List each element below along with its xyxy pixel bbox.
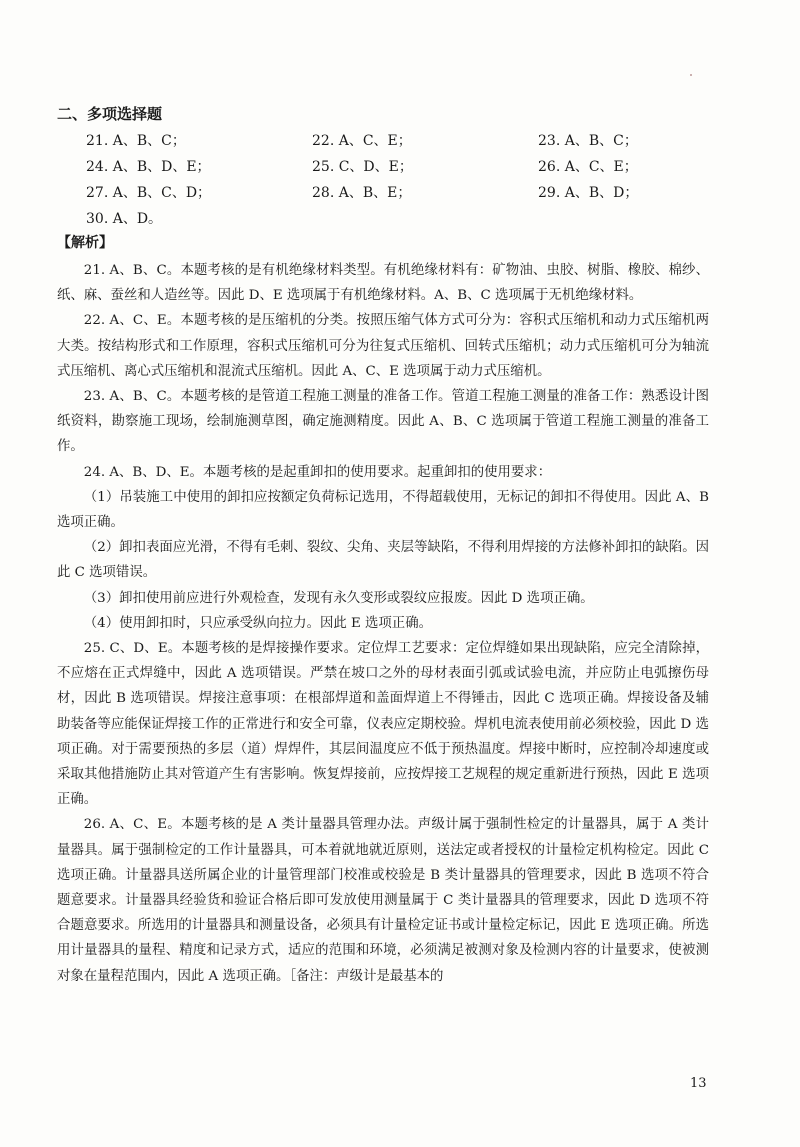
answer-grid [86,130,726,234]
answer-item: 21. A、B、C； [86,133,186,149]
analysis-paragraph: （4）使用卸扣时，只应承受纵向拉力。因此 E 选项正确。 [83,615,432,631]
analysis-title: 【解析】 [57,235,113,251]
analysis-paragraph: 22. A、C、E。本题考核的是压缩机的分类。按照压缩气体方式可分为：容积式压缩机和动力式压缩机两大类。按结构形式和工作原理，容积式压缩机可分为往复式压缩机、回转式压缩机；动力式压缩机可分为轴流式压缩机、离心式压缩机和混流式压缩机。因此 A、C、E 选项属于动力式压缩机。 [57,313,709,379]
analysis-paragraph: 24. A、B、D、E。本题考核的是起重卸扣的使用要求。起重卸扣的使用要求： [83,464,552,480]
answer-item: 27. A、B、C、D； [86,185,212,201]
analysis-paragraph: 26. A、C、E。本题考核的是 A 类计量器具管理办法。声级计属于强制性检定的计量器具，属于 A 类计量器具。属于强制检定的工作计量器具，可本着就地就近原则，送法定或者授权的计量检定机构检定。因此 C 选项正确。计量器具送所属企业的计量管理部门校准或校验是 B 类计量器具的管理要求，因此 B 选项不符合题意要求。计量器具经验货和验证合格后即可发放使用测量属于 C 类计量器具的管理要求，因此 D 选项不符合题意要求。所选用的计量器具和测量设备，必须具有计量检定证书或计量检定标记，因此 E 选项正确。所选用计量器具的量程、精度和记录方式，适应的范围和环境，必须满足被测对象及检测内容的计量要求，使被测对象在量程范围内，因此 A 选项正确。［备注：声级计是最基本的 [57,817,710,984]
answer-item: 26. A、C、E； [538,159,638,175]
scan-speck [690,74,692,76]
analysis-paragraph: （3）卸扣使用前应进行外观检查，发现有永久变形或裂纹应报废。因此 D 选项正确。 [83,590,594,606]
answer-item: 22. A、C、E； [312,133,412,149]
answer-item: 23. A、B、C； [538,133,638,149]
answer-item: 28. A、B、E； [312,185,412,201]
analysis-body [57,258,709,989]
answer-item: 29. A、B、D； [538,185,639,201]
answer-item: 24. A、B、D、E； [86,159,211,175]
answer-item: 25. C、D、E； [312,159,413,175]
answer-item: 30. A、D。 [86,211,163,227]
section-heading: 二、多项选择题 [57,105,163,123]
analysis-paragraph: 23. A、B、C。本题考核的是管道工程施工测量的准备工作。管道工程施工测量的准备工作：熟悉设计图纸资料，勘察施工现场，绘制施测草图，确定施测精度。因此 A、B、C 选项属于管道工程施工测量的准备工作。 [57,389,709,455]
analysis-paragraph: （2）卸扣表面应光滑，不得有毛刺、裂纹、尖角、夹层等缺陷，不得利用焊接的方法修补卸扣的缺陷。因此 C 选项错误。 [57,540,709,581]
analysis-paragraph: 25. C、D、E。本题考核的是焊接操作要求。定位焊工艺要求：定位焊缝如果出现缺陷，应完全清除掉，不应熔在正式焊缝中，因此 A 选项错误。严禁在坡口之外的母材表面引弧或试验电流，并应防止电弧擦伤母材，因此 B 选项错误。焊接注意事项：在根部焊道和盖面焊道上不得锤击，因此 C 选项正确。焊接设备及辅助装备等应能保证焊接工作的正常进行和安全可靠，仪表应定期校验。焊机电流表使用前必须校验，因此 D 选项正确。对于需要预热的多层（道）焊焊件，其层间温度应不低于预热温度。焊接中断时，应控制冷却速度或采取其他措施防止其对管道产生有害影响。恢复焊接前，应按焊接工艺规程的规定重新进行预热，因此 E 选项正确。 [57,641,709,808]
page-number: 13 [690,1076,707,1091]
analysis-paragraph: （1）吊装施工中使用的卸扣应按额定负荷标记选用，不得超载使用，无标记的卸扣不得使用。因此 A、B 选项正确。 [57,489,709,531]
analysis-paragraph: 21. A、B、C。本题考核的是有机绝缘材料类型。有机绝缘材料有：矿物油、虫胶、树脂、橡胶、棉纱、纸、麻、蚕丝和人造丝等。因此 D、E 选项属于有机绝缘材料。A、B、C 选项属于无机绝缘材料。 [57,263,709,304]
